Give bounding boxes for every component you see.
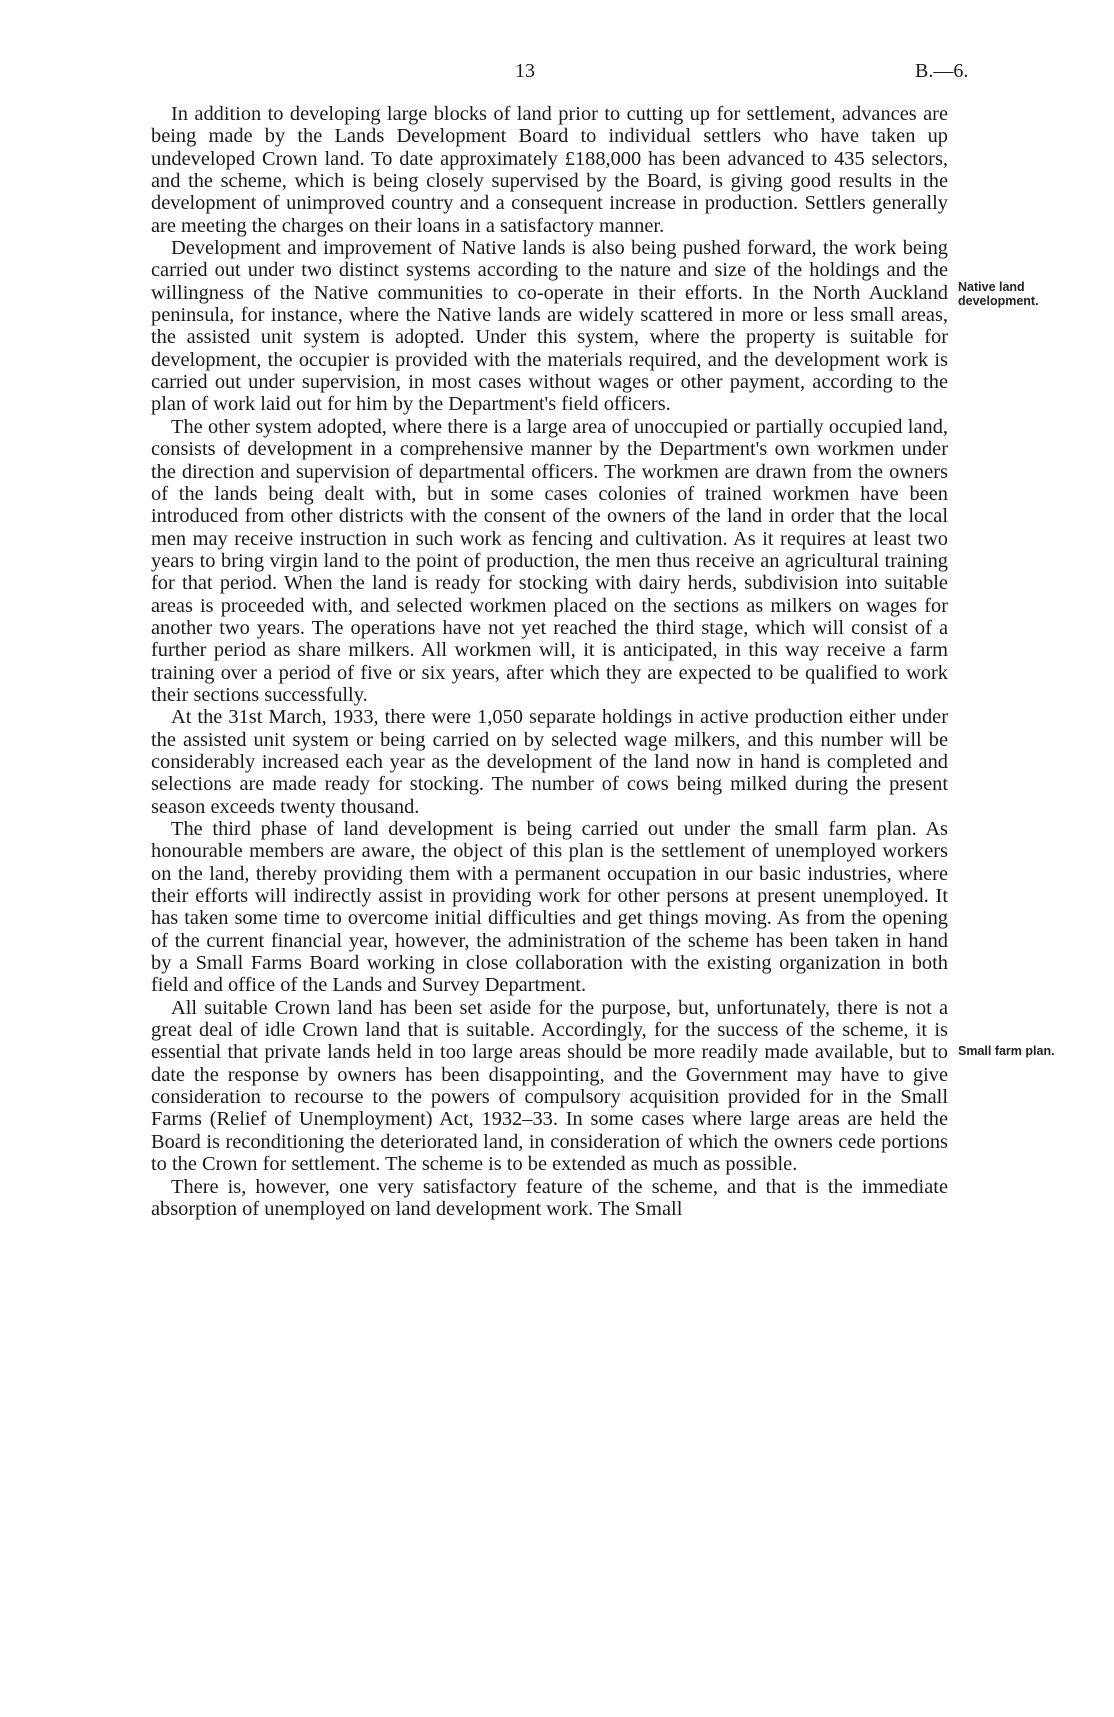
- paragraph-other-system: The other system adopted, where there is a large area of unoccupied or partially occupied land, consists of development in a comprehensive manner by the Department's own workmen under the direction and supervision of departmental officers. The workmen are drawn from the owners of the lands being dealt with, but in some cases colonies of trained workmen have been introduced from other districts with the consent of the owners of the land in order that the local men may receive instruction in such work as fencing and cultivation. As it requires at least two years to bring virgin land to the point of production, the men thus receive an agricultural training for that period. When the land is ready for stocking with dairy herds, subdivision into suitable areas is proceeded with, and selected workmen placed on the sections as milkers on wages for another two years. The operations have not yet reached the third stage, which will consist of a further period as share milkers. All workmen will, it is anticipated, in this way receive a farm training over a period of five or six years, after which they are expected to be qualified to work their sections successfully.: [151, 415, 948, 706]
- paragraph-native-land-development: Development and improvement of Native lands is also being pushed forward, the work being carried out under two distinct systems according to the nature and size of the holdings and the willingness of the Native communities to co-operate in their efforts. In the North Auckland peninsula, for instance, where the Native lands are widely scattered in more or less small areas, the assisted unit system is adopted. Under this system, where the property is suitable for development, the occupier is provided with the materials required, and the development work is carried out under supervision, in most cases without wages or other payment, according to the plan of work laid out for him by the Department's field officers.: [151, 237, 948, 416]
- document-reference: B.—6.: [915, 60, 969, 82]
- margin-note-small-farm-plan: Small farm plan.: [958, 1044, 1055, 1058]
- page-number: 13: [515, 60, 535, 82]
- document-body: [151, 103, 948, 1220]
- paragraph-small-farm-plan: The third phase of land development is being carried out under the small farm plan. As honourable members are aware, the object of this plan is the settlement of unemployed workers on the land, thereby providing them with a permanent occupation in our basic industries, where their efforts will indirectly assist in providing work for other persons at present unemployed. It has taken some time to overcome initial difficulties and get things moving. As from the opening of the current financial year, however, the administration of the scheme has been taken in hand by a Small Farms Board working in close collaboration with the existing organization in both field and office of the Lands and Survey Department.: [151, 818, 948, 997]
- paragraph-settler-advances: In addition to developing large blocks of land prior to cutting up for settlement, advances are being made by the Lands Development Board to individual settlers who have taken up undeveloped Crown land. To date approximately £188,000 has been advanced to 435 selectors, and the scheme, which is being closely supervised by the Board, is giving good results in the development of unimproved country and a consequent increase in production. Settlers generally are meeting the charges on their loans in a satisfactory manner.: [151, 103, 948, 237]
- paragraph-holdings-count: At the 31st March, 1933, there were 1,050 separate holdings in active production either under the assisted unit system or being carried on by selected wage milkers, and this number will be considerably increased each year as the development of the land now in hand is completed and selections are made ready for stocking. The number of cows being milked during the present season exceeds twenty thousand.: [151, 706, 948, 818]
- margin-note-native-land-development: Native land development.: [958, 280, 1039, 308]
- paragraph-crown-land: All suitable Crown land has been set aside for the purpose, but, unfortunately, there is not a great deal of idle Crown land that is suitable. Accordingly, for the success of the scheme, it is essential that private lands held in too large areas should be more readily made available, but to date the response by owners has been disappointing, and the Government may have to give consideration to recourse to the powers of compulsory acquisition provided for in the Small Farms (Relief of Unemployment) Act, 1932–33. In some cases where large areas are held the Board is reconditioning the deteriorated land, in consideration of which the owners cede portions to the Crown for settlement. The scheme is to be extended as much as possible.: [151, 996, 948, 1176]
- paragraph-satisfactory-feature: There is, however, one very satisfactory feature of the scheme, and that is the immediate absorption of unemployed on land development work. The Small: [151, 1175, 948, 1220]
